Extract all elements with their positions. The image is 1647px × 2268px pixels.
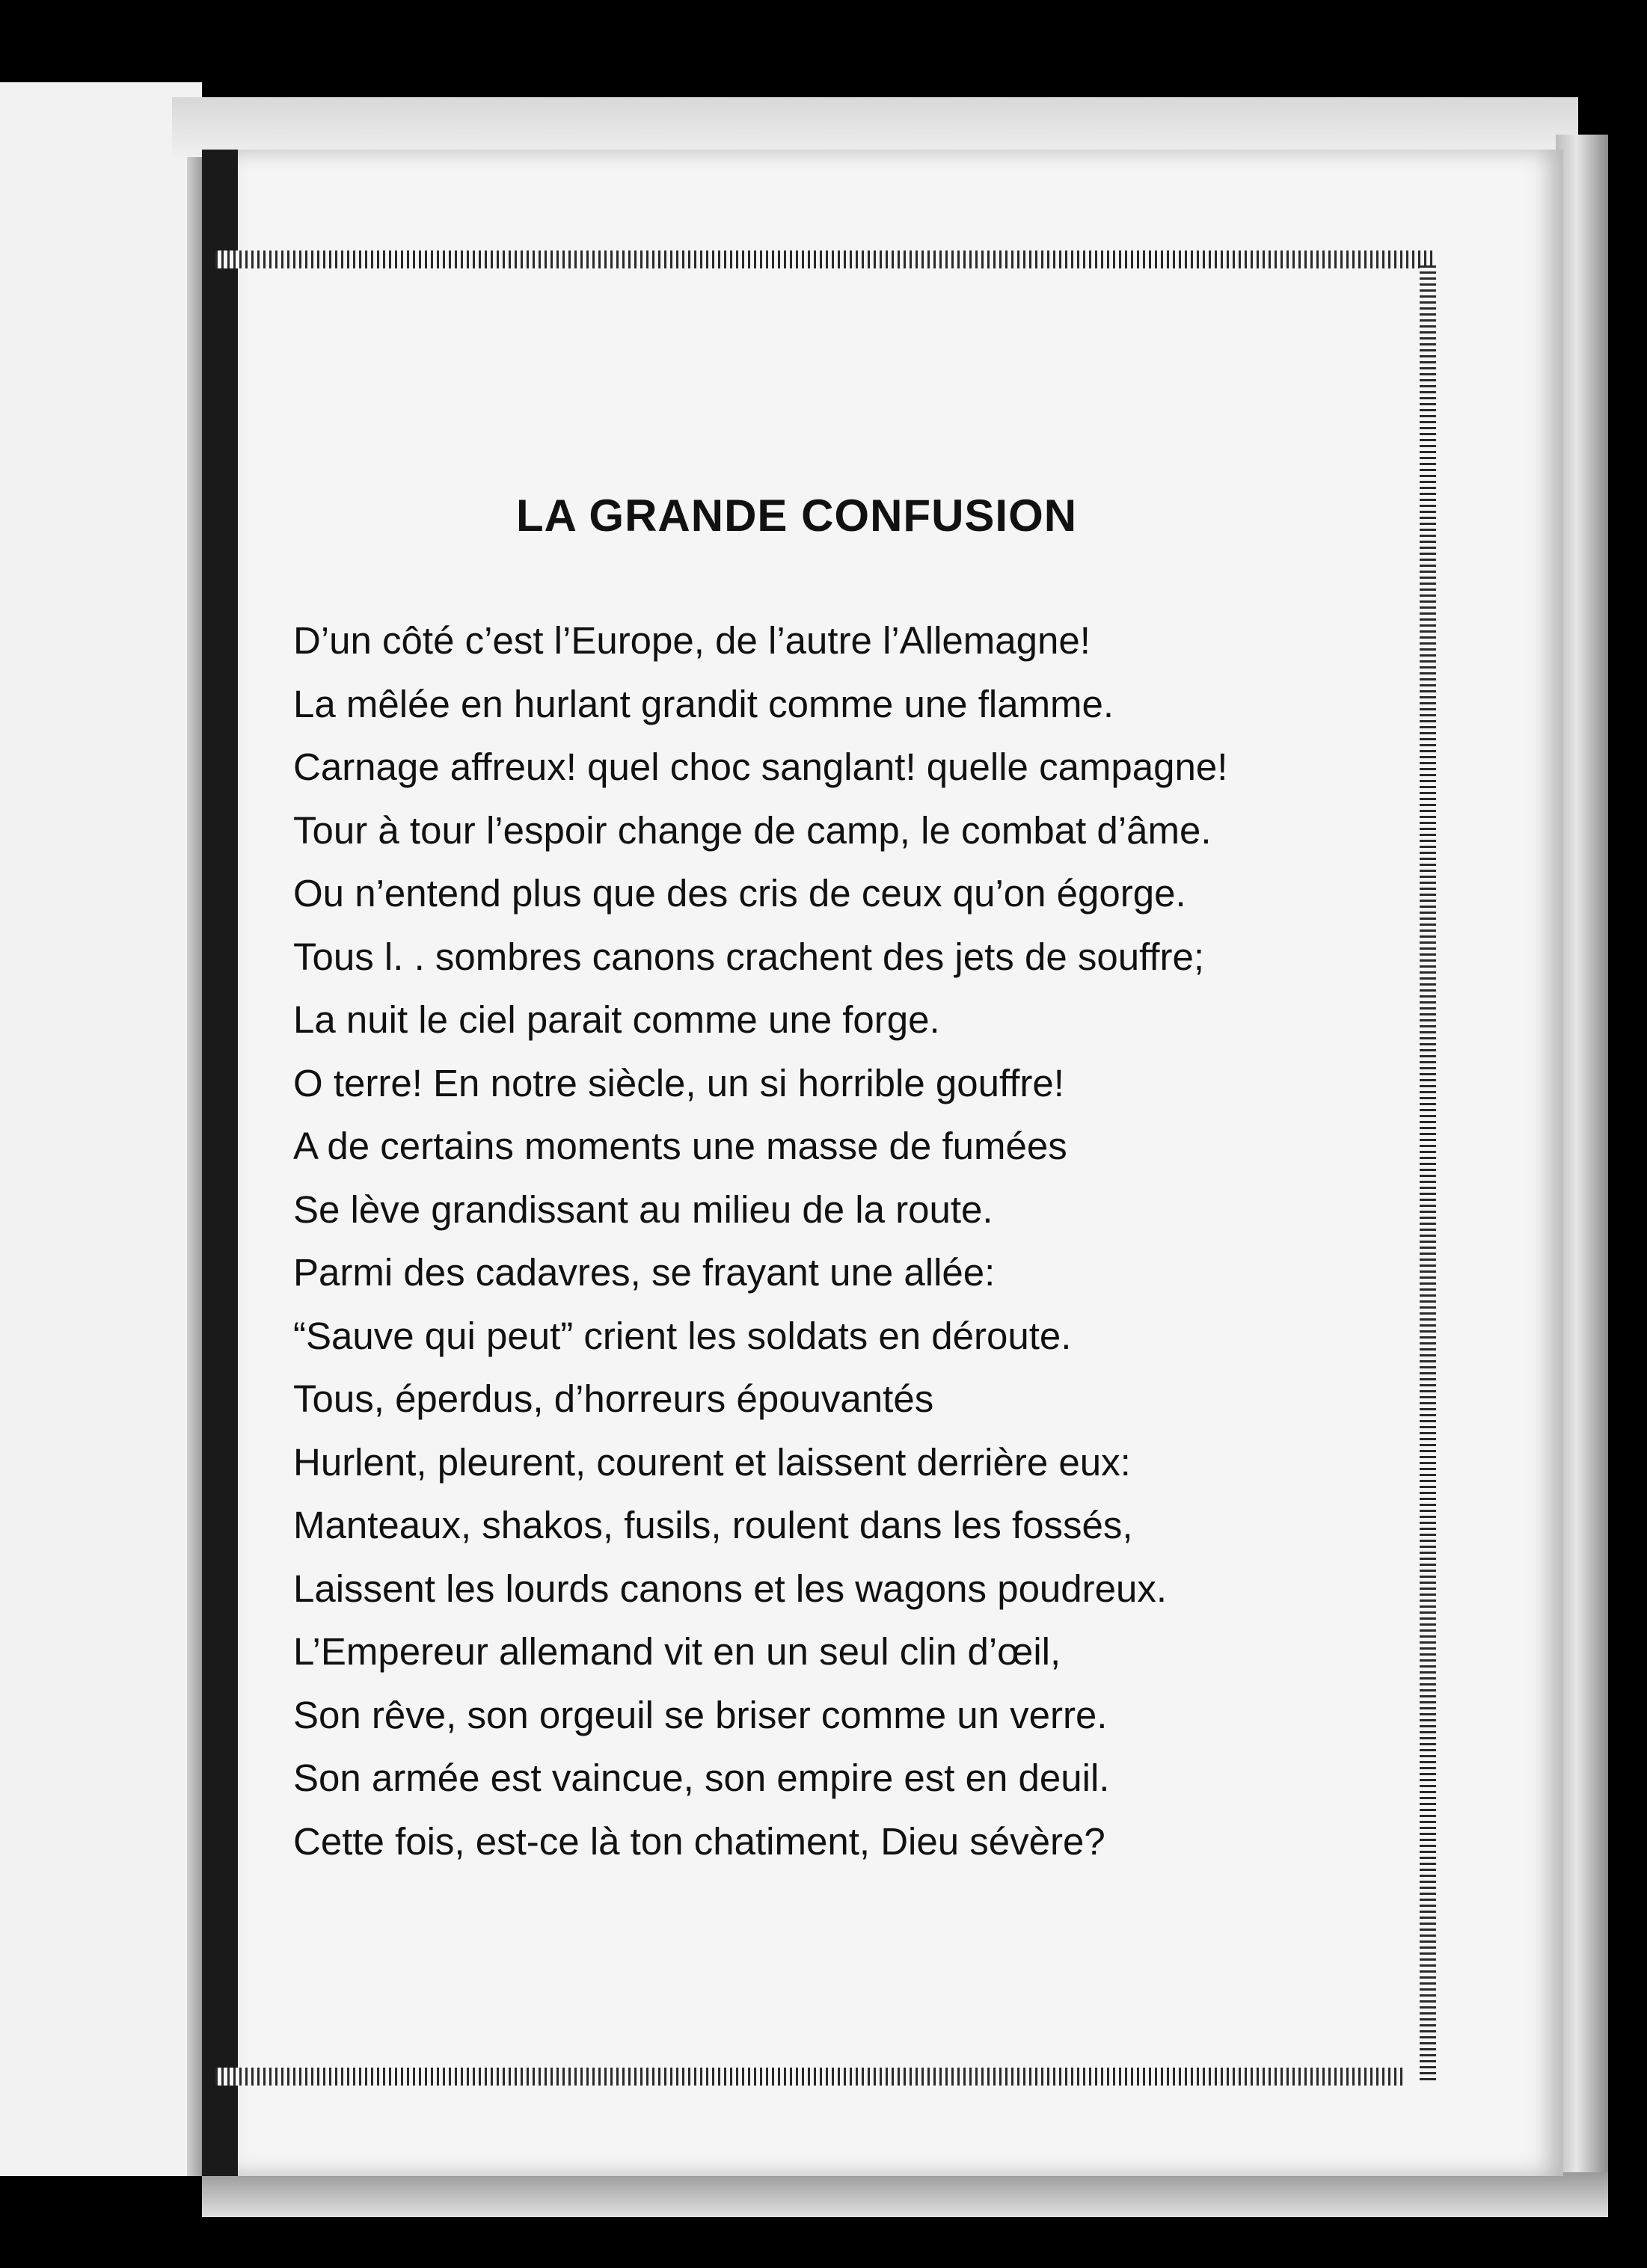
decorative-border-bottom xyxy=(215,2068,1405,2086)
poem-line: Tous, éperdus, d’horreurs épouvantés xyxy=(293,1377,934,1420)
decorative-border-right xyxy=(1420,265,1436,2083)
poem-line: La nuit le ciel parait comme une forge. xyxy=(293,998,940,1041)
poem-line: Manteaux, shakos, fusils, roulent dans les fossés, xyxy=(293,1504,1133,1546)
page-right-edge xyxy=(1556,135,1608,2198)
poem-line: Carnage affreux! quel choc sanglant! quelle campagne! xyxy=(293,746,1228,788)
poem-line: Se lève grandissant au milieu de la route. xyxy=(293,1187,993,1231)
poem-line: Tous l. . sombres canons crachent des jets de souffre; xyxy=(293,935,1205,978)
poem-line: Son armée est vaincue, son empire est en deuil. xyxy=(293,1757,1110,1799)
poem-line: A de certains moments une masse de fumées xyxy=(293,1125,1067,1167)
poem-line: Son rêve, son orgeuil se briser comme un verre. xyxy=(293,1693,1108,1736)
page-bottom-edge xyxy=(202,2172,1608,2217)
page-top-edge xyxy=(172,97,1578,157)
decorative-border-top xyxy=(215,251,1435,268)
poem-line: Tour à tour l’espoir change de camp, le combat d’âme. xyxy=(293,808,1212,852)
poem-line: Hurlent, pleurent, courent et laissent derrière eux: xyxy=(293,1440,1131,1484)
poem-line: Ou n’entend plus que des cris de ceux qu’on égorge. xyxy=(293,872,1186,915)
poem-line: Laissent les lourds canons et les wagons poudreux. xyxy=(293,1567,1168,1610)
poem-body xyxy=(293,609,1227,1873)
poem-line: “Sauve qui peut” crient les soldats en déroute. xyxy=(293,1314,1072,1357)
poem-line: Parmi des cadavres, se frayant une allée: xyxy=(293,1251,996,1294)
poem-line: La mêlée en hurlant grandit comme une flamme. xyxy=(293,682,1114,725)
book-spine xyxy=(202,150,238,2176)
poem-line: L’Empereur allemand vit en un seul clin d’œil, xyxy=(293,1630,1061,1673)
poem-line: D’un côté c’est l’Europe, de l’autre l’Allemagne! xyxy=(293,619,1091,662)
poem-line: O terre! En notre siècle, un si horrible gouffre! xyxy=(293,1061,1064,1104)
previous-page-leaf xyxy=(0,82,202,2176)
poem-title: LA GRANDE CONFUSION xyxy=(516,491,1078,541)
poem-line: Cette fois, est-ce là ton chatiment, Dieu sévère? xyxy=(293,1819,1105,1863)
